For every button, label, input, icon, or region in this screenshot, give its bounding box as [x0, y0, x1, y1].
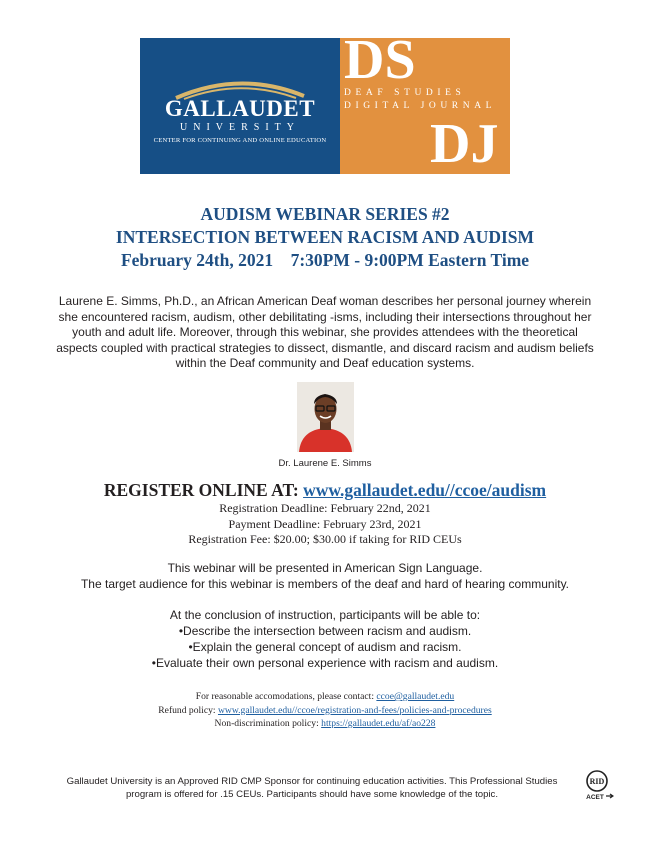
- arrow-icon: [606, 794, 613, 798]
- footer-line-2: program is offered for .15 CEUs. Participants should have some knowledge of the topic.: [125, 789, 499, 800]
- refund-label: Refund policy:: [158, 704, 218, 716]
- footer-line-1: Gallaudet University is an Approved RID CMP Sponsor for continuing education activities. This Professional Studies: [66, 776, 558, 787]
- dsdj-logo: [340, 29, 510, 175]
- acet-text: ACET: [586, 794, 604, 801]
- series-title: AUDISM WEBINAR SERIES #2: [200, 204, 450, 224]
- list-item: •Describe the intersection between racism and audism.: [178, 624, 472, 638]
- rid-acet-logo: [580, 769, 614, 803]
- header-banner: [140, 29, 510, 175]
- language-line: This webinar will be presented in American Sign Language.: [167, 561, 483, 575]
- rid-text: RID: [589, 777, 605, 786]
- ds-letters: DS: [344, 29, 416, 91]
- nondiscrimination-policy-link[interactable]: https://gallaudet.edu/af/ao228: [321, 718, 436, 729]
- list-item: •Evaluate their own personal experience with racism and audism.: [151, 656, 499, 670]
- language-info: [0, 560, 650, 592]
- event-titles: [0, 203, 650, 272]
- refund-policy-link[interactable]: www.gallaudet.edu//ccoe/registration-and-fees/policies-and-procedures: [217, 704, 492, 716]
- dj-letters: DJ: [430, 113, 499, 175]
- journal-line-1: DEAF STUDIES: [344, 88, 466, 98]
- gallaudet-logo: [140, 38, 340, 174]
- payment-deadline: Payment Deadline: February 23rd, 2021: [228, 516, 422, 531]
- journal-line-2: DIGITAL JOURNAL: [344, 101, 497, 111]
- webinar-title: INTERSECTION BETWEEN RACISM AND AUDISM: [115, 227, 535, 247]
- portrait-icon: [297, 382, 354, 452]
- policies: [0, 690, 650, 731]
- university-label: UNIVERSITY: [180, 122, 300, 133]
- nondiscrimination-line: [0, 717, 650, 731]
- gallaudet-name: GALLAUDET: [164, 96, 316, 121]
- center-label: CENTER FOR CONTINUING AND ONLINE EDUCATION: [153, 137, 327, 144]
- speaker-photo: [297, 382, 354, 452]
- accommodations-email-link[interactable]: ccoe@gallaudet.edu: [376, 691, 455, 702]
- event-date-time: February 24th, 2021 7:30PM - 9:00PM Eastern Time: [120, 250, 530, 270]
- accommodations-label: For reasonable accomodations, please contact:: [195, 691, 377, 702]
- list-item: •Explain the general concept of audism and racism.: [188, 640, 462, 654]
- refund-line: [0, 704, 650, 718]
- nondiscrimination-label: Non-discrimination policy:: [214, 718, 322, 729]
- register-label: REGISTER ONLINE AT:: [103, 480, 304, 500]
- audience-line: The target audience for this webinar is members of the deaf and hard of hearing community.: [80, 577, 570, 591]
- event-description: Laurene E. Simms, Ph.D., an African American Deaf woman describes her personal journey wherein she encountered racism, audism, other debilitating -isms, including their intersections throughout her youth and adult life. Moreover, through this webinar, she provides attendees with the theoretical aspects coupled with practical strategies to dissect, dismantle, and discard racism and audism beliefs within the Deaf community and Deaf education systems.: [56, 294, 594, 370]
- outcomes-intro: At the conclusion of instruction, participants will be able to:: [169, 608, 481, 622]
- learning-outcomes: [0, 607, 650, 671]
- registration-deadline: Registration Deadline: February 22nd, 2021: [219, 501, 431, 515]
- footer-note: [52, 775, 572, 801]
- register-line: [0, 480, 650, 501]
- photo-caption: Dr. Laurene E. Simms: [278, 458, 372, 469]
- deadlines: [0, 501, 650, 548]
- register-link[interactable]: www.gallaudet.edu//ccoe/audism: [303, 480, 547, 500]
- accommodations-line: [0, 690, 650, 704]
- registration-fee: Registration Fee: $20.00; $30.00 if taking for RID CEUs: [188, 532, 462, 546]
